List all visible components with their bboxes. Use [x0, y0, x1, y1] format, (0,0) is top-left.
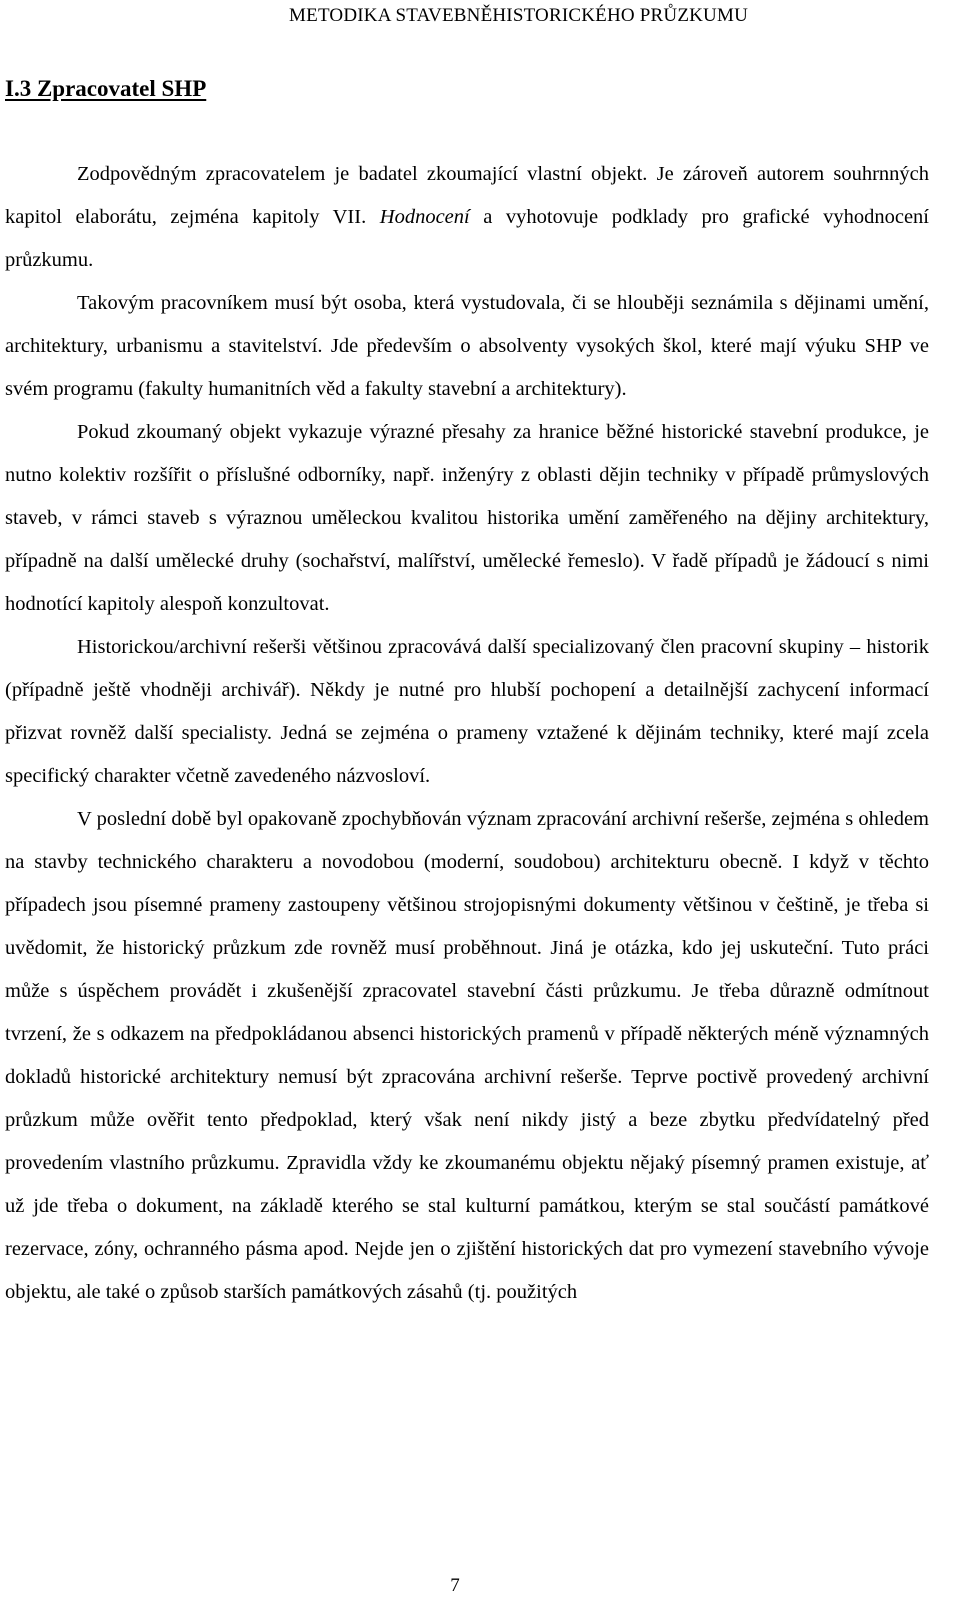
- section-heading: I.3 Zpracovatel SHP: [5, 76, 207, 101]
- paragraph-1: [5, 153, 929, 282]
- chapter-reference-italic: Hodnocení: [379, 206, 470, 228]
- paragraph-1-text-start: Zodpovědným zpracovatelem je badatel zkoumající vlastní objekt. Je zároveň autorem souhrnných kapitol elaborátu, zejména kapitoly VII.: [5, 163, 929, 228]
- paragraph-4: Historickou/archivní rešerši většinou zpracovává další specializovaný člen pracovní skupiny – historik (případně ještě vhodněji archivář). Někdy je nutné pro hlubší pochopení a detailnější zachycení informací přizvat rovněž další specialisty. Jedná se zejména o prameny vztažené k dějinám techniky, které mají zcela specifický charakter včetně zavedeného názvosloví.: [5, 636, 929, 787]
- paragraph-3: Pokud zkoumaný objekt vykazuje výrazné přesahy za hranice běžné historické stavební produkce, je nutno kolektiv rozšířit o příslušné odborníky, např. inženýry z oblasti dějin techniky v případě průmyslových staveb, v rámci staveb s výraznou uměleckou kvalitou historika umění zaměřeného na dějiny architektury, případně na další umělecké druhy (sochařství, malířství, umělecké řemeslo). V řadě případů je žádoucí s nimi hodnotící kapitoly alespoň konzultovat.: [5, 421, 929, 615]
- running-header: METODIKA STAVEBNĚHISTORICKÉHO PRŮZKUMU: [289, 5, 748, 26]
- paragraph-1-text-end: a vyhotovuje podklady pro grafické vyhodnocení průzkumu.: [5, 206, 930, 271]
- body-text: [5, 153, 929, 1314]
- paragraph-5: V poslední době byl opakovaně zpochybňován význam zpracování archivní rešerše, zejména s ohledem na stavby technického charakteru a novodobou (moderní, soudobou) architekturu obecně. I když v těchto případech jsou písemné prameny zastoupeny většinou strojopisnými dokumenty většinou v češtině, je třeba si uvědomit, že historický průzkum zde rovněž musí proběhnout. Jiná je otázka, kdo jej uskuteční. Tuto práci může s úspěchem provádět i zkušenější zpracovatel stavební části průzkumu. Je třeba důrazně odmítnout tvrzení, že s odkazem na předpokládanou absenci historických pramenů v případě některých méně významných dokladů historické architektury nemusí být zpracována archivní rešerše. Teprve poctivě provedený archivní průzkum může ověřit tento předpoklad, který však není nikdy jistý a beze zbytku předvídatelný před provedením vlastního průzkumu. Zpravidla vždy ke zkoumanému objektu nějaký písemný pramen existuje, ať už jde třeba o dokument, na základě kterého se stal kulturní památkou, kterým se stal součástí památkové rezervace, zóny, ochranného pásma apod. Nejde jen o zjištění historických dat pro vymezení stavebního vývoje objektu, ale také o způsob starších památkových zásahů (tj. použitých: [5, 808, 929, 1303]
- page-number: 7: [450, 1575, 460, 1596]
- paragraph-2: Takovým pracovníkem musí být osoba, která vystudovala, či se hlouběji seznámila s dějinami umění, architektury, urbanismu a stavitelství. Jde především o absolventy vysokých škol, které mají výuku SHP ve svém programu (fakulty humanitních věd a fakulty stavební a architektury).: [5, 292, 929, 400]
